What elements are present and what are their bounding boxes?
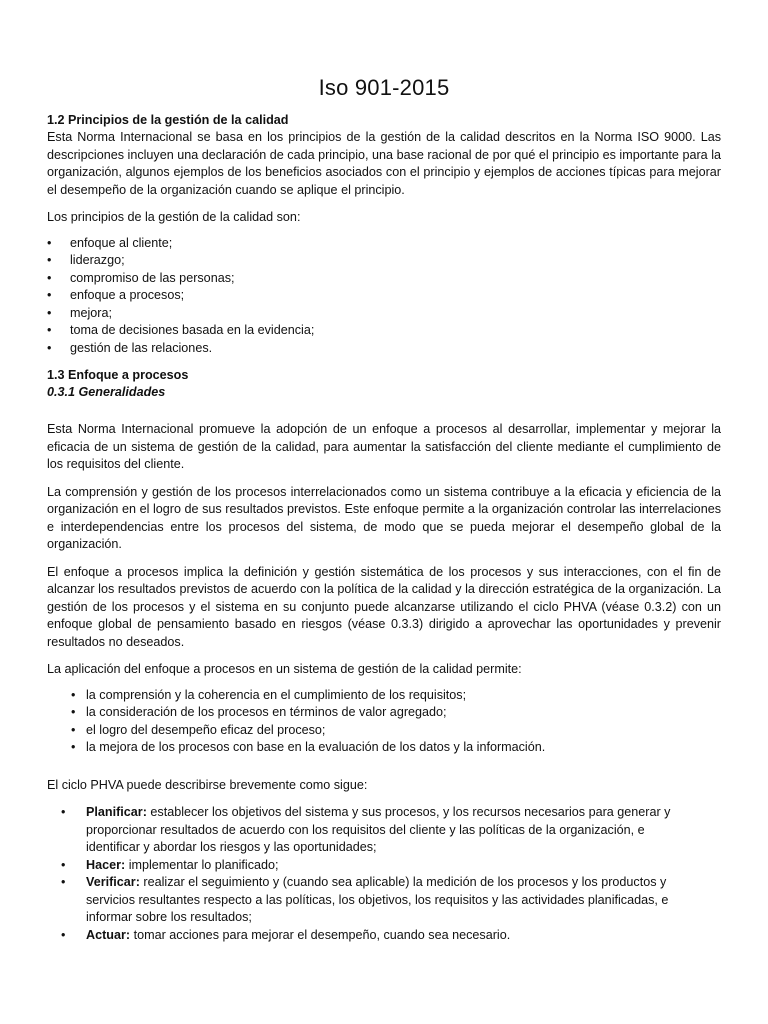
bullet-icon: • (47, 288, 52, 302)
bullet-icon: • (61, 857, 66, 872)
list-item: • liderazgo; (47, 252, 721, 270)
phva-intro: El ciclo PHVA puede describirse brevemente como sigue: (47, 777, 368, 792)
process-paragraph-1: Esta Norma Internacional promueve la adopción de un enfoque a procesos al desarrollar, implementar y mejorar la eficacia de un sistema de gestión de la calidad, para aumentar la satisfacción del cliente mediante el cumplimiento de los requisitos del cliente. (47, 422, 721, 471)
bullet-icon: • (47, 305, 52, 320)
list-item: • la consideración de los procesos en términos de valor agregado; (47, 704, 721, 722)
list-item: • mejora; (47, 305, 721, 323)
bullet-icon: • (71, 740, 76, 754)
bullet-icon: • (71, 705, 76, 719)
process-paragraph-2: La comprensión y gestión de los procesos interrelacionados como un sistema contribuye a la eficacia y eficiencia de la organización en el logro de sus resultados previstos. Este enfoque permite a la organización controlar las interrelaciones e interdependencias entre los procesos del sistema, de modo que se pueda mejorar el desempeño global de la organización. (47, 484, 721, 551)
bullet-icon: • (61, 875, 66, 889)
list-item: • enfoque al cliente; (47, 235, 721, 253)
list-item: • Actuar: tomar acciones para mejorar el desempeño, cuando sea necesario. (47, 927, 681, 945)
process-paragraph-4: La aplicación del enfoque a procesos en un sistema de gestión de la calidad permite: (47, 662, 522, 676)
list-item: • Hacer: implementar lo planificado; (47, 857, 681, 875)
bullet-icon: • (61, 927, 66, 942)
principles-list-intro: Los principios de la gestión de la calidad son: (47, 210, 301, 224)
phva-term-plan: Planificar: (86, 805, 147, 819)
principles-list (47, 235, 721, 358)
bullet-icon: • (61, 805, 66, 819)
bullet-icon: • (47, 253, 52, 267)
phva-list (47, 804, 721, 944)
bullet-icon: • (47, 235, 52, 250)
bullet-icon: • (47, 323, 52, 337)
list-item: • gestión de las relaciones. (47, 340, 721, 358)
list-item: • la comprensión y la coherencia en el cumplimiento de los requisitos; (47, 687, 721, 705)
principles-intro-paragraph: Esta Norma Internacional se basa en los principios de la gestión de la calidad descritos en la Norma ISO 9000. Las descripciones incluyen una declaración de cada principio, una base racional de por qué el principio es importante para la organización, algunos ejemplos de los beneficios asociados con el principio y ejemplos de acciones típicas para mejorar el desempeño de la organización cuando se aplique el principio. (47, 130, 721, 197)
document-title: Iso 901-2015 (318, 75, 450, 100)
benefits-list (47, 687, 721, 757)
list-item: • Verificar: realizar el seguimiento y (cuando sea aplicable) la medición de los procesos y los productos y servicios resultantes respecto a las políticas, los objetivos, los requisitos y las actividades planificadas, e informar sobre los resultados; (61, 875, 669, 924)
section-heading-principles: 1.2 Principios de la gestión de la calidad (47, 113, 289, 127)
list-item: • la mejora de los procesos con base en la evaluación de los datos y la información. (47, 739, 721, 757)
bullet-icon: • (47, 340, 52, 355)
list-item: • enfoque a procesos; (47, 287, 721, 305)
bullet-icon: • (71, 687, 76, 702)
list-item: • toma de decisiones basada en la evidencia; (47, 322, 721, 340)
list-item: • compromiso de las personas; (47, 270, 721, 288)
process-paragraph-3: El enfoque a procesos implica la definición y gestión sistemática de los procesos y sus interacciones, con el fin de alcanzar los resultados previstos de acuerdo con la política de la calidad y la dirección estratégica de la organización. La gestión de los procesos y el sistema en su conjunto puede alcanzarse utilizando el ciclo PHVA (véase 0.3.2) con un enfoque global de pensamiento basado en riesgos (véase 0.3.3) dirigido a aprovechar las oportunidades y prevenir resultados no deseados. (47, 564, 721, 649)
section-heading-process-approach: 1.3 Enfoque a procesos (47, 368, 189, 382)
phva-term-do: Hacer: (86, 857, 126, 872)
phva-term-check: Verificar: (86, 875, 140, 889)
bullet-icon: • (47, 270, 52, 285)
bullet-icon: • (71, 722, 76, 737)
subsection-heading-generalities: 0.3.1 Generalidades (47, 385, 166, 399)
list-item: • el logro del desempeño eficaz del proceso; (47, 722, 721, 740)
list-item: • Planificar: establecer los objetivos del sistema y sus procesos, y los recursos necesarios para generar y proporcionar resultados de acuerdo con los requisitos del cliente y las políticas de la organización, e identificar y abordar los riesgos y las oportunidades; (61, 805, 671, 854)
phva-term-act: Actuar: (86, 927, 131, 942)
